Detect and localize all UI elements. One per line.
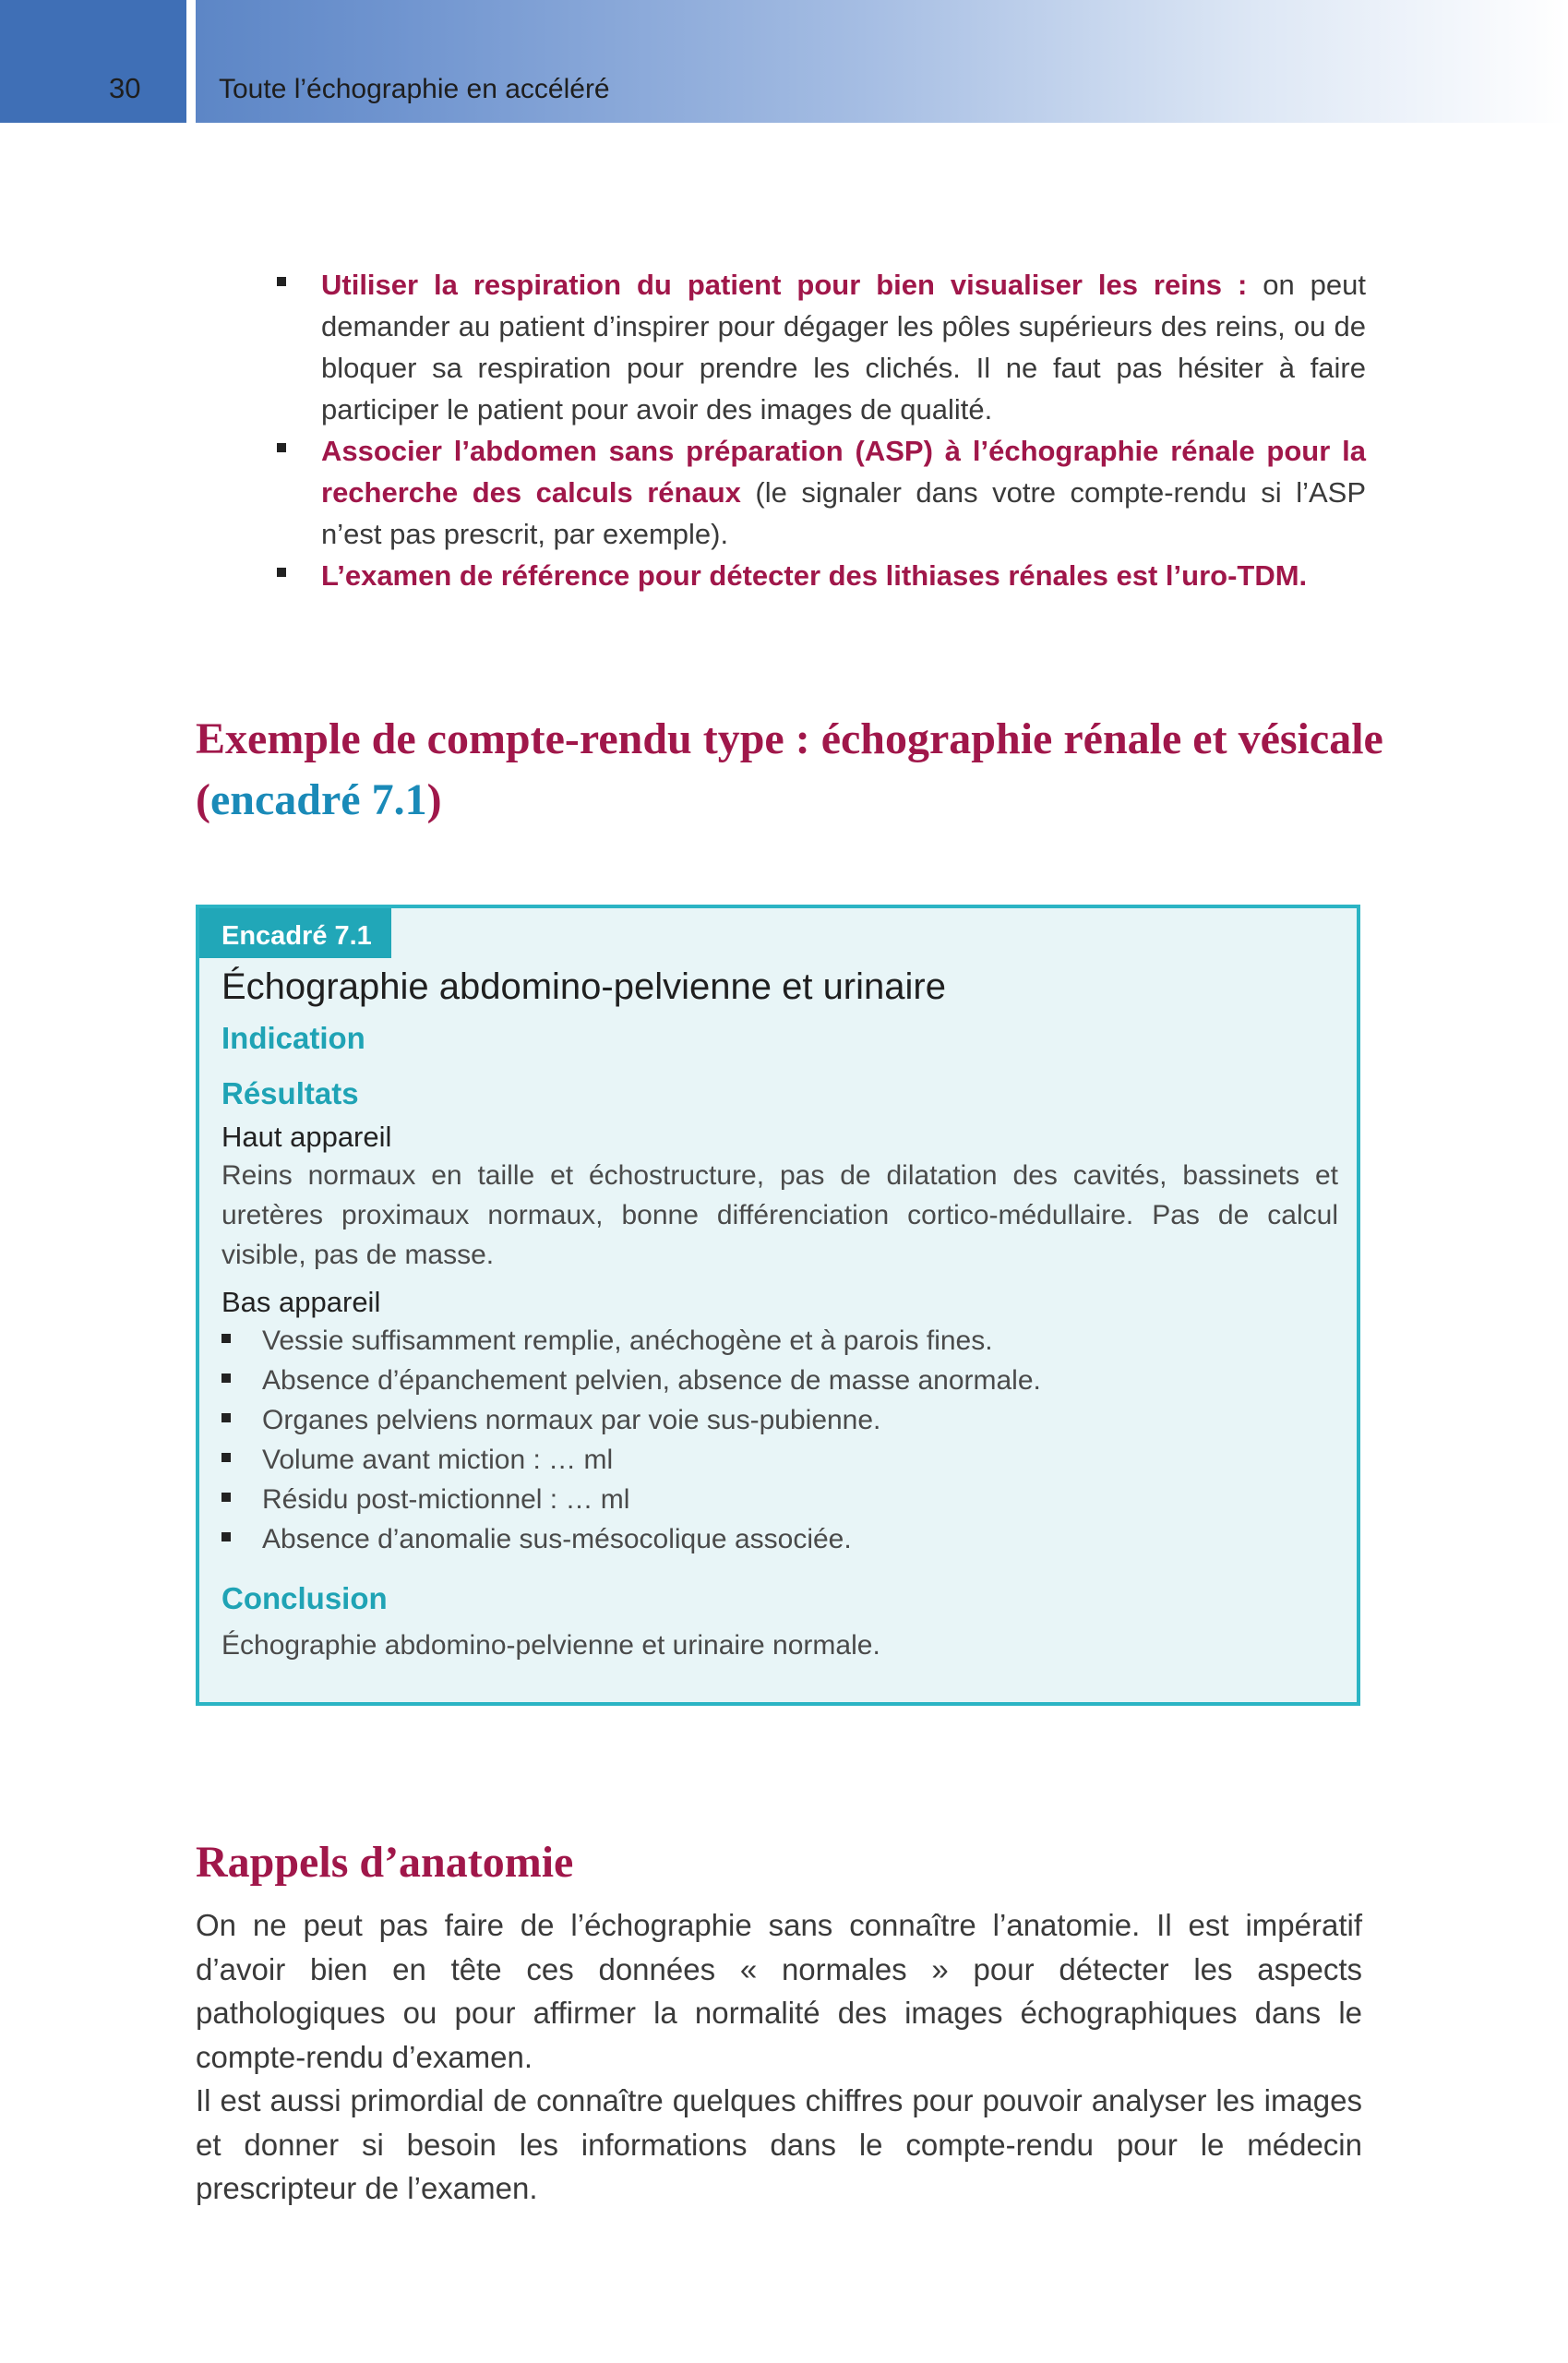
bullet-square-icon [221, 1532, 231, 1541]
list-item-text: Résidu post-mictionnel : … ml [262, 1484, 630, 1515]
running-title: Toute l’échographie en accéléré [219, 74, 610, 104]
bas-appareil-list [221, 1321, 1338, 1559]
page-header [0, 0, 1568, 123]
anatomy-body [196, 1903, 1362, 2211]
report-box [196, 905, 1360, 1706]
list-item-text: Absence d’épanchement pelvien, absence de masse anormale. [262, 1365, 1041, 1396]
list-item-text: Volume avant miction : … ml [262, 1445, 614, 1475]
tip-item [277, 264, 1366, 430]
anatomy-paragraph: Il est aussi primordial de connaître quelques chiffres pour pouvoir analyser les images et donner si besoin les informations dans le compte-rendu pour le médecin prescripteur de l’examen. [196, 2083, 1362, 2205]
list-item [221, 1519, 1338, 1559]
section-title-main: Exemple de compte-rendu type : échographie rénale et vésicale ( [196, 714, 1383, 824]
tip-item [277, 555, 1366, 596]
tip-text: (le signaler dans votre compte-rendu si l’ASP n’est pas prescrit, par exemple). [321, 476, 1366, 550]
bullet-square-icon [277, 568, 286, 577]
list-item [221, 1400, 1338, 1440]
bullet-square-icon [221, 1334, 231, 1343]
bullet-square-icon [277, 443, 286, 452]
bullet-square-icon [221, 1373, 231, 1383]
tip-bold: L’examen de référence pour détecter des lithiases rénales est l’uro-TDM. [321, 559, 1308, 592]
list-item [221, 1321, 1338, 1361]
conclusion-heading: Conclusion [221, 1581, 388, 1615]
list-item [221, 1480, 1338, 1519]
list-item-text: Organes pelviens normaux par voie sus-pubienne. [262, 1405, 881, 1435]
list-item [221, 1361, 1338, 1400]
indication-heading: Indication [221, 1021, 365, 1055]
anatomy-title: Rappels d’anatomie [196, 1838, 574, 1887]
list-item-text: Vessie suffisamment remplie, anéchogène et à parois fines. [262, 1325, 993, 1356]
conclusion-text: Échographie abdomino-pelvienne et urinaire normale. [221, 1630, 880, 1661]
bullet-square-icon [221, 1413, 231, 1422]
section-title-end: ) [426, 775, 442, 824]
tip-bold: Associer l’abdomen sans préparation (ASP) à l’échographie rénale pour la recherche des calculs rénaux [321, 435, 1366, 509]
box-title: Échographie abdomino-pelvienne et urinaire [221, 966, 946, 1007]
box-content [221, 964, 1338, 1665]
page-number-box [0, 0, 186, 123]
haut-appareil-text: Reins normaux en taille et échostructure, pas de dilatation des cavités, bassinets et uretères proximaux normaux, bonne différenciation cortico-médullaire. Pas de calcul visible, pas de masse. [221, 1160, 1338, 1270]
header-separator [186, 0, 196, 123]
bas-appareil-label: Bas appareil [221, 1286, 381, 1318]
bullet-square-icon [221, 1453, 231, 1462]
section-title [196, 709, 1395, 831]
list-item-text: Absence d’anomalie sus-mésocolique associée. [262, 1524, 852, 1554]
tip-bold: Utiliser la respiration du patient pour bien visualiser les reins : [321, 269, 1248, 301]
bullet-square-icon [277, 277, 286, 286]
tips-list [277, 264, 1366, 596]
page-number: 30 [109, 72, 141, 104]
tip-item [277, 430, 1366, 555]
results-heading: Résultats [221, 1076, 359, 1110]
bullet-square-icon [221, 1493, 231, 1502]
box-reference-link[interactable]: encadré 7.1 [209, 775, 427, 824]
tip-text: on peut demander au patient d’inspirer pour dégager les pôles supérieurs des reins, ou de bloquer sa respiration pour prendre les clichés. Il ne faut pas hésiter à faire participer le patient pour avoir des images de qualité. [321, 269, 1366, 426]
list-item [221, 1440, 1338, 1480]
haut-appareil-label: Haut appareil [221, 1121, 392, 1153]
box-tab-label: Encadré 7.1 [199, 908, 391, 958]
anatomy-paragraph: On ne peut pas faire de l’échographie sans connaître l’anatomie. Il est impératif d’avoir bien en tête ces données « normales » pour détecter les aspects pathologiques ou pour affirmer la normalité des images échographiques dans le compte-rendu d’examen. [196, 1908, 1362, 2074]
